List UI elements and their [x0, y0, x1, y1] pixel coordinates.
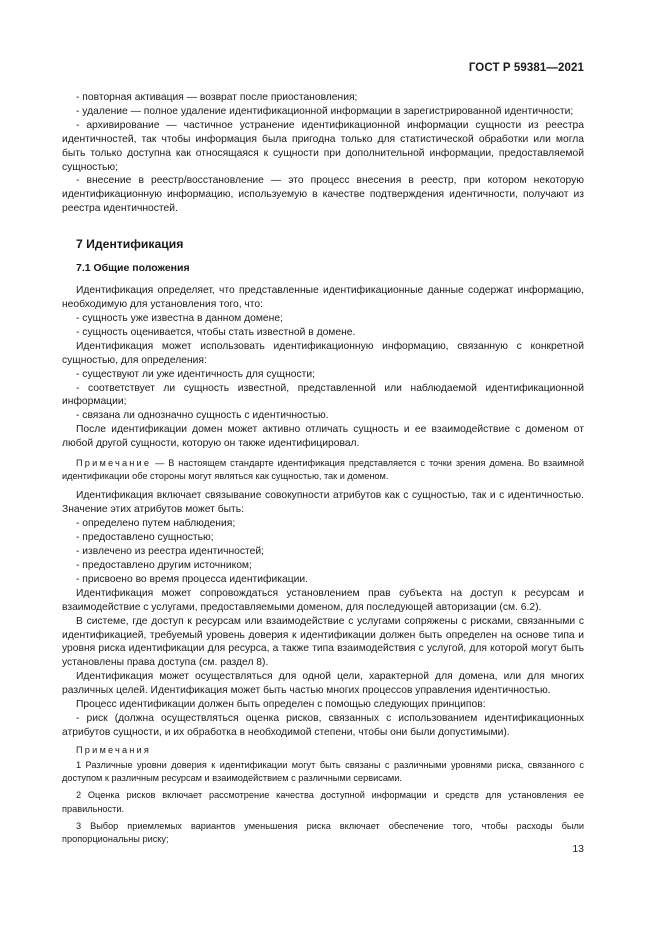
list-item: - внесение в реестр/восстановление — это процесс внесения в реестр, при котором некоторую идентификационную информацию, используемую в качестве подтверждения идентичности, получают из реестра идентичностей. — [62, 174, 584, 216]
note-item: 3 Выбор приемлемых вариантов уменьшения риска включает обеспечение того, чтобы расходы были пропорциональны риску; — [62, 820, 584, 844]
paragraph: Идентификация может осуществляться для одной цели, характерной для домена, или для многих различных целей. Идентификация может быть частью многих процессов управления идентичностью. — [62, 671, 584, 697]
notes-title: Примечания — [76, 744, 152, 755]
list-item: - существуют ли уже идентичность для сущности; — [62, 368, 584, 382]
list-item: - соответствует ли сущность известной, представленной или наблюдаемой идентификационной информации; — [62, 382, 584, 410]
page-content — [62, 91, 584, 850]
list-item: - архивирование — частичное устранение идентификационной информации сущности из реестра идентичностей, так чтобы информация была пригодна только для статистической обработки или могла быть только доступна как относящаяся к сущности при дополнительной информации, предоставляемой сущностью; — [62, 119, 584, 175]
paragraph: Идентификация определяет, что представленные идентификационные данные содержат информацию, необходимую для установления того, что: — [62, 285, 584, 311]
standard-header: ГОСТ Р 59381—2021 — [468, 62, 584, 74]
subsection-heading: 7.1 Общие положения — [76, 262, 190, 275]
list-item: - извлечено из реестра идентичностей; — [62, 545, 584, 559]
list-item: - предоставлено сущностью; — [62, 531, 584, 545]
paragraph: В системе, где доступ к ресурсам или взаимодействие с услугами сопряжены с рисками, связанными с идентификацией, требуемый уровень доверия к идентификации должен быть определен на основе типа и уровня риска идентификации для ресурса, а также типа взаимодействия с услугой, для которой могут быть установлены права доступа (см. раздел 8). — [62, 615, 584, 669]
list-item: - определено путем наблюдения; — [62, 517, 584, 531]
list-item: - повторная активация — возврат после приостановления; — [62, 91, 584, 105]
list-item: - сущность уже известна в данном домене; — [62, 312, 584, 326]
list-item: - предоставлено другим источником; — [62, 559, 584, 573]
list-item: - присвоено во время процесса идентификации. — [62, 573, 584, 587]
note-text: — В настоящем стандарте идентификация представляется с точки зрения домена. Во взаимной идентификации обе стороны могут являться как сущностью, так и доменом. — [62, 458, 584, 482]
paragraph: Процесс идентификации должен быть определен с помощью следующих принципов: — [76, 699, 486, 711]
list-item: - удаление — полное удаление идентификационной информации в зарегистрированной идентичности; — [62, 105, 584, 119]
note-label: Примечание — [76, 458, 152, 469]
document-page — [62, 0, 584, 935]
paragraph: Идентификация может сопровождаться установлением прав субъекта на доступ к ресурсам и взаимодействие с услугами, предоставляемыми доменом, для последующей авторизации (см. 6.2). — [62, 587, 584, 613]
page-number: 13 — [572, 843, 584, 855]
section-heading: 7 Идентификация — [76, 237, 184, 252]
paragraph: Идентификация включает связывание совокупности атрибутов как с сущностью, так и с идентичностью. Значение этих атрибутов может быть: — [62, 490, 584, 516]
note-item: 2 Оценка рисков включает рассмотрение качества доступной информации и средств для установления ее правильности. — [62, 790, 584, 814]
note-item: 1 Различные уровни доверия к идентификации могут быть связаны с различными уровнями риска, связанного с доступом к различным ресурсам и взаимодействием с различными сервисами. — [62, 759, 584, 784]
note — [62, 457, 584, 483]
list-item: - сущность оценивается, чтобы стать известной в домене. — [62, 326, 584, 340]
list-item: - риск (должна осуществляться оценка рисков, связанных с использованием идентификационных атрибутов сущности, и их обработка в необходимой степени, чтобы они были допустимыми). — [62, 712, 584, 740]
paragraph: Идентификация может использовать идентификационную информацию, связанную с конкретной сущностью, для определения: — [62, 340, 584, 366]
list-item: - связана ли однозначно сущность с идентичностью. — [62, 409, 584, 423]
paragraph: После идентификации домен может активно отличать сущность и ее взаимодействие с доменом от любой другой сущности, которую он также идентифицировал. — [62, 424, 584, 450]
